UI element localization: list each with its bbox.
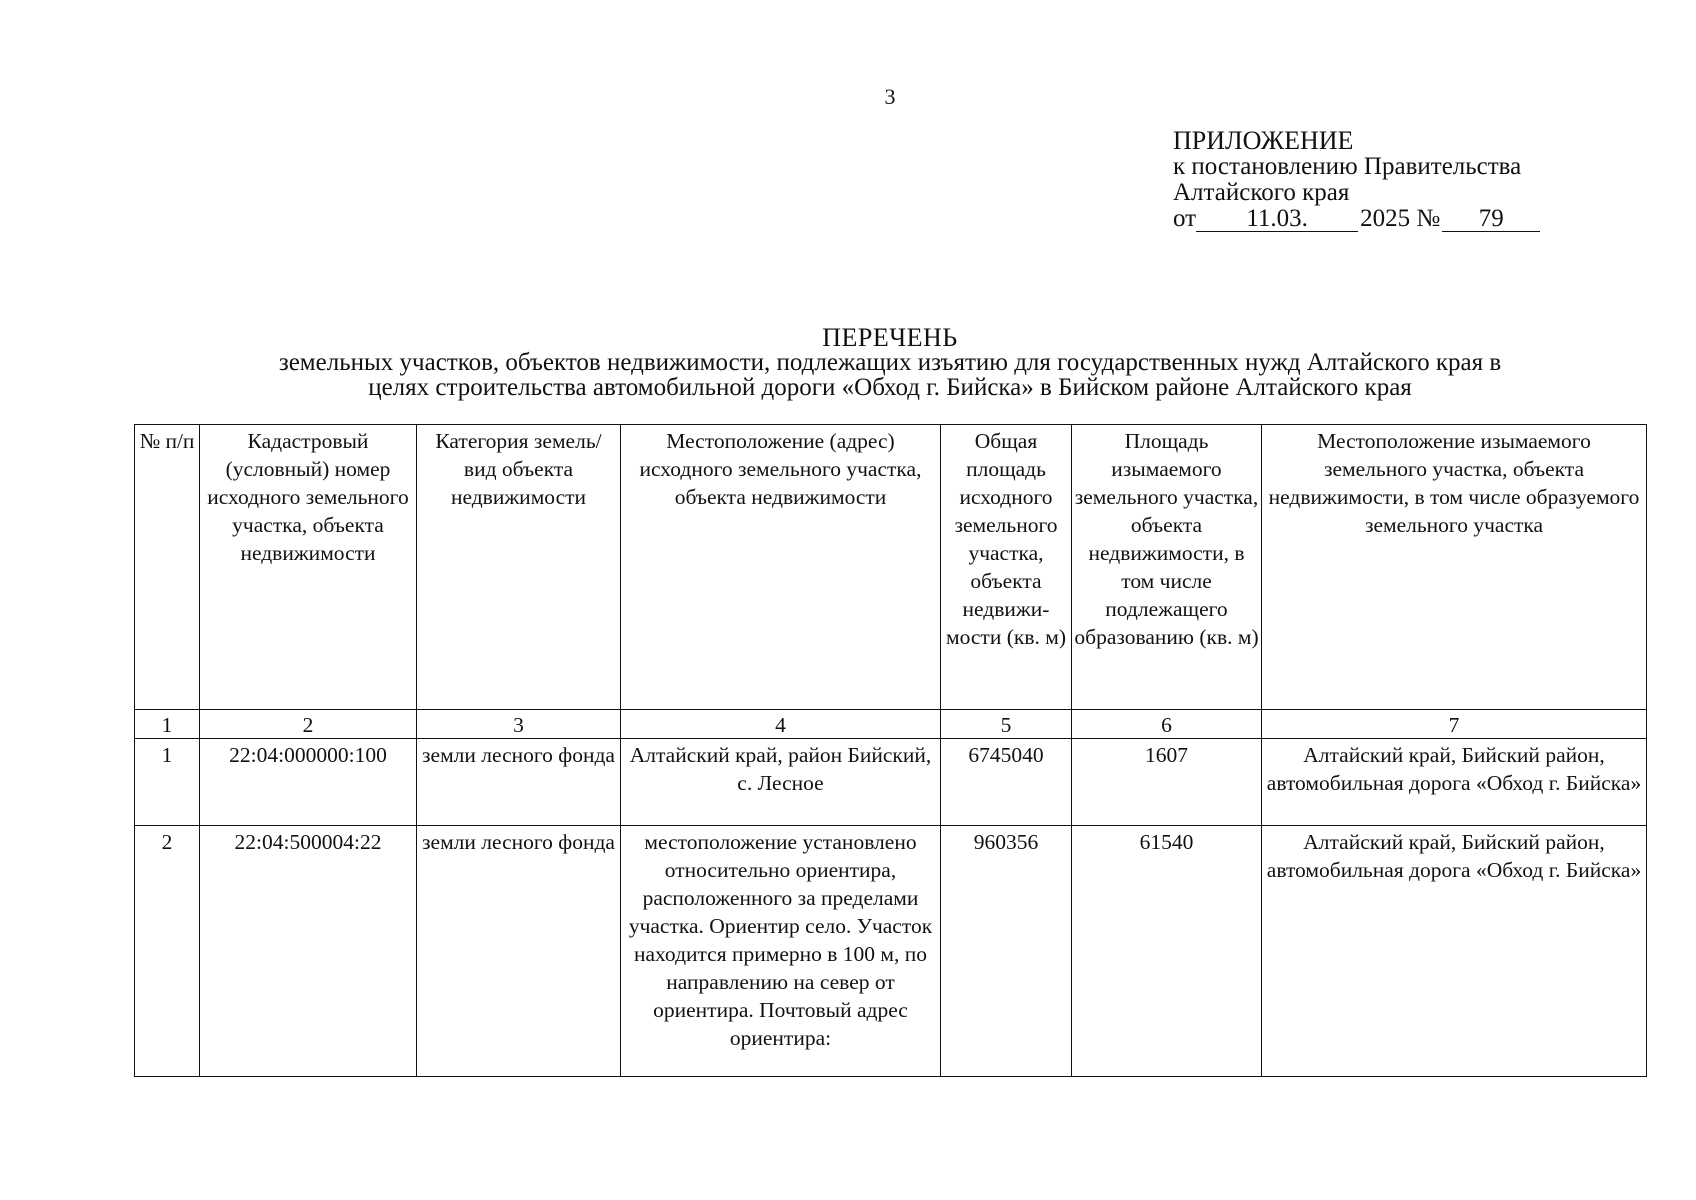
total-area: 6745040 (941, 739, 1072, 826)
land-plots-table (134, 424, 1647, 1077)
column-number: 4 (621, 710, 941, 739)
decree-number: 79 (1442, 207, 1540, 232)
page-number: 3 (884, 84, 896, 109)
document-subtitle-line1: земельных участков, объектов недвижимости, подлежащих изъятию для государственных нужд Алтайского края в (278, 349, 1502, 376)
column-number: 2 (200, 710, 417, 739)
seized-location: Алтайский край, Бийский район, автомобильная дорога «Обход г. Бийска» (1262, 826, 1647, 1077)
table-row (135, 739, 1647, 826)
column-number: 6 (1072, 710, 1262, 739)
land-category: земли лесного фонда (417, 739, 621, 826)
seized-location: Алтайский край, Бийский район, автомобильная дорога «Обход г. Бийска» (1262, 739, 1647, 826)
column-number: 3 (417, 710, 621, 739)
land-category: земли лесного фонда (417, 826, 621, 1077)
row-number: 1 (135, 739, 200, 826)
row-number: 2 (135, 826, 200, 1077)
plot-address: Алтайский край, район Бийский, с. Лесное (621, 739, 941, 826)
header-seized-area: Площадь изымаемого земельного участка, объекта недвижимости, в том числе подлежащего образованию (кв. м) (1072, 425, 1262, 710)
column-numbers-row (135, 710, 1647, 739)
column-number: 5 (941, 710, 1072, 739)
table-header-row (135, 425, 1647, 710)
header-seized-location: Местоположение изымаемого земельного участка, объекта недвижимости, в том числе образуемого земельного участка (1262, 425, 1647, 710)
appendix-header (1173, 128, 1540, 232)
header-number: № п/п (135, 425, 200, 710)
seized-area: 61540 (1072, 826, 1262, 1077)
header-address: Местоположение (адрес) исходного земельного участка, объекта недвижимости (621, 425, 941, 710)
total-area: 960356 (941, 826, 1072, 1077)
column-number: 7 (1262, 710, 1647, 739)
cadastral-number: 22:04:000000:100 (200, 739, 417, 826)
appendix-date-line (1173, 206, 1540, 232)
header-cadastral: Кадастровый (условный) номер исходного земельного участка, объекта недвижимости (200, 425, 417, 710)
column-number: 1 (135, 710, 200, 739)
document-title: ПЕРЕЧЕНЬ (822, 323, 958, 352)
appendix-resolution-line: к постановлению Правительства (1173, 153, 1522, 180)
date-year: 2025 № (1360, 205, 1441, 232)
cadastral-number: 22:04:500004:22 (200, 826, 417, 1077)
date-value: 11.03. (1196, 207, 1358, 232)
appendix-heading: ПРИЛОЖЕНИЕ (1173, 126, 1354, 155)
document-subtitle-line2: целях строительства автомобильной дороги «Обход г. Бийска» в Бийском районе Алтайского края (368, 374, 1412, 401)
header-category: Категория земель/ вид объекта недвижимости (417, 425, 621, 710)
date-prefix: от (1173, 205, 1197, 232)
document-title-block (140, 325, 1640, 400)
appendix-region-line: Алтайского края (1173, 179, 1350, 206)
header-total-area: Общая площадь исходного земельного участка, объекта недвижи-мости (кв. м) (941, 425, 1072, 710)
seized-area: 1607 (1072, 739, 1262, 826)
plot-address: местоположение установлено относительно ориентира, расположенного за пределами участка. Ориентир село. Участок находится примерно в 100 м, по направлению на север от ориентира. Почтовый адрес ориентира: (621, 826, 941, 1077)
table-row (135, 826, 1647, 1077)
